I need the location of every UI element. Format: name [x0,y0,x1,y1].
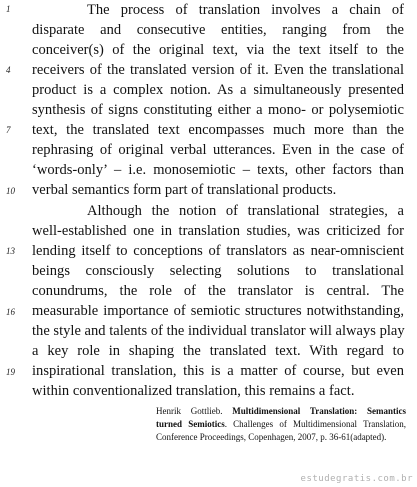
line-numbers-gutter [0,0,24,487]
watermark: estudegratis.com.br [300,474,413,484]
citation-line [156,405,406,418]
citation-line [156,418,406,431]
text-line: rephrasing of original verbal utterances. Even in the case of [32,142,404,158]
citation [156,405,406,444]
text-line: within conventionalized translation, this remains a fact. [32,383,355,399]
text-line: ‘words-only’ – i.e. monosemiotic – texts, other factors than [32,162,404,178]
text-line: synthesis of signs constituting either a mono- or polysemiotic [32,102,404,118]
citation-line: Conference Proceedings, Copenhagen, 2007, p. 36-61(adapted). [156,432,387,442]
text-line: measurable importance of semiotic structures notwithstanding, [32,303,404,319]
text-line: inspirational translation, this is a matter of course, but even [32,363,404,379]
text-line: Although the notion of translational strategies, a [87,203,404,219]
text-line: a key role in shaping the translated text. With regard to [32,343,404,359]
text-line: The process of translation involves a chain of [87,2,404,18]
text-line: verbal semantics form part of translational products. [32,182,337,198]
text-line: the style and talents of the individual translator will always play [32,323,405,339]
text-line: product is a complex notion. As a simultaneously presented [32,82,404,98]
line-number: 10 [6,186,15,196]
line-number: 1 [6,4,11,14]
text-line: well-established one in translation studies, was criticized for [32,223,404,239]
citation-title: Multidimensional Translation: Semantics [232,406,406,416]
line-number: 13 [6,246,15,256]
text-line: disparate and consecutive entities, ranging from the [32,22,404,38]
text-line: conundrums, the role of the translator is central. The [32,283,404,299]
line-number: 19 [6,367,15,377]
citation-title: turned Semiotics [156,419,225,429]
text-line: text, the translated text encompasses much more than the [32,122,404,138]
citation-source: . Challenges of Multidimensional Translation, [224,419,406,429]
text-line: conceiver(s) of the original text, via the text itself to the [32,42,404,58]
text-line: beings consciously selecting solutions to translational [32,263,404,279]
line-number: 16 [6,307,15,317]
text-line: lending itself to conceptions of translators as near-omniscient [32,243,404,259]
citation-author: Henrik Gottlieb. [156,406,223,416]
line-number: 4 [6,65,11,75]
line-number: 7 [6,125,11,135]
text-line: receivers of the translated version of it. Even the translational [32,62,404,78]
